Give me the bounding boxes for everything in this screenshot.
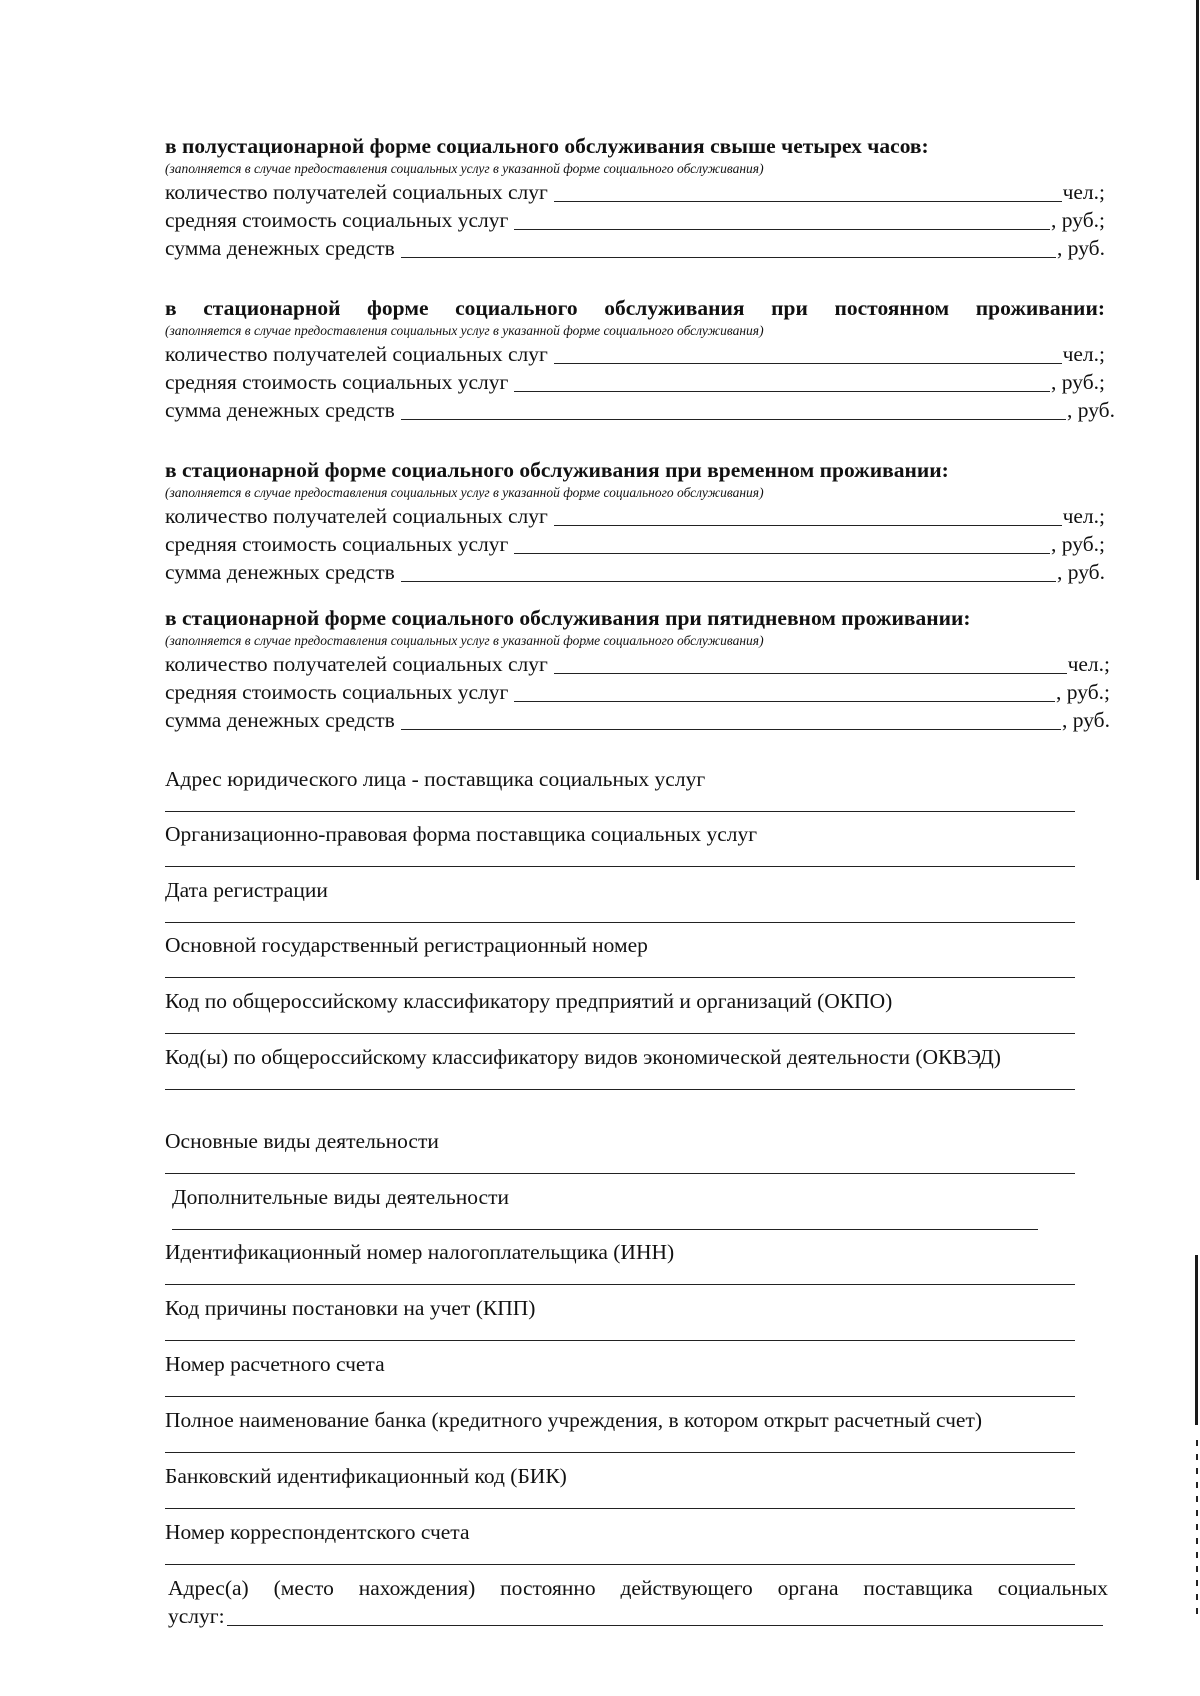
- field-label: Дополнительные виды деятельности: [172, 1185, 509, 1209]
- recipients-count-input[interactable]: [554, 504, 1062, 526]
- field-additional-activities: [172, 1183, 1038, 1230]
- field-bik: [165, 1462, 1075, 1509]
- total-amount-input[interactable]: [401, 236, 1056, 258]
- recipients-count-label: количество получателей социальных слуг: [165, 652, 548, 676]
- total-amount-unit: , руб.: [1067, 398, 1115, 422]
- field-label-continuation: услуг:: [168, 1604, 225, 1628]
- field-input[interactable]: [165, 1564, 1075, 1565]
- total-amount-unit: , руб.: [1062, 708, 1110, 732]
- recipients-count-row: [165, 502, 1105, 530]
- total-amount-label: сумма денежных средств: [165, 560, 395, 584]
- field-label: Основные виды деятельности: [165, 1129, 439, 1153]
- average-cost-input[interactable]: [514, 208, 1050, 230]
- average-cost-row: [165, 206, 1105, 234]
- recipients-count-row: [165, 340, 1105, 368]
- recipients-count-input[interactable]: [554, 652, 1067, 674]
- field-label: Код причины постановки на учет (КПП): [165, 1296, 536, 1320]
- field-input[interactable]: [165, 1284, 1075, 1285]
- field-okpo: [165, 987, 1075, 1034]
- field-label: Номер расчетного счета: [165, 1352, 385, 1376]
- section-note: (заполняется в случае предоставления социальных услуг в указанной форме социального обслуживания): [165, 485, 764, 500]
- field-input[interactable]: [165, 1340, 1075, 1341]
- field-main-activities: [165, 1127, 1075, 1174]
- field-account-number: [165, 1350, 1075, 1397]
- average-cost-input[interactable]: [514, 370, 1050, 392]
- average-cost-unit: , руб.;: [1051, 370, 1105, 394]
- field-label: Банковский идентификационный код (БИК): [165, 1464, 567, 1488]
- recipients-count-unit: чел.;: [1062, 504, 1105, 528]
- recipients-count-input[interactable]: [554, 342, 1062, 364]
- average-cost-unit: , руб.;: [1051, 532, 1105, 556]
- average-cost-row: [165, 678, 1110, 706]
- recipients-count-label: количество получателей социальных слуг: [165, 342, 548, 366]
- field-input[interactable]: [165, 1396, 1075, 1397]
- total-amount-row: [165, 558, 1105, 586]
- recipients-count-label: количество получателей социальных слуг: [165, 504, 548, 528]
- field-label: Код(ы) по общероссийскому классификатору видов экономической деятельности (ОКВЭД): [165, 1045, 1001, 1069]
- average-cost-label: средняя стоимость социальных услуг: [165, 532, 509, 556]
- field-input[interactable]: [165, 1452, 1075, 1453]
- recipients-count-row: [165, 650, 1110, 678]
- average-cost-label: средняя стоимость социальных услуг: [165, 208, 509, 232]
- section-title: в полустационарной форме социального обслуживания свыше четырех часов:: [165, 134, 929, 158]
- field-input[interactable]: [165, 977, 1075, 978]
- section-title: в стационарной форме социального обслуживания при пятидневном проживании:: [165, 606, 971, 630]
- field-label: Идентификационный номер налогоплательщика (ИНН): [165, 1240, 675, 1264]
- section-stationary-permanent: [165, 295, 1115, 424]
- average-cost-unit: , руб.;: [1056, 680, 1110, 704]
- average-cost-input[interactable]: [514, 532, 1050, 554]
- scan-edge-mark-top: [1196, 0, 1199, 880]
- field-input[interactable]: [172, 1229, 1038, 1230]
- average-cost-unit: , руб.;: [1051, 208, 1105, 232]
- field-correspondent-account: [165, 1518, 1075, 1565]
- recipients-count-unit: чел.;: [1062, 180, 1105, 204]
- section-note: (заполняется в случае предоставления социальных услуг в указанной форме социального обслуживания): [165, 161, 764, 176]
- field-input[interactable]: [165, 922, 1075, 923]
- section-note: (заполняется в случае предоставления социальных услуг в указанной форме социального обслуживания): [165, 633, 764, 648]
- total-amount-row: [165, 706, 1110, 734]
- total-amount-unit: , руб.: [1057, 236, 1105, 260]
- average-cost-input[interactable]: [514, 680, 1055, 702]
- section-title: в стационарной форме социального обслуживания при временном проживании:: [165, 458, 949, 482]
- field-legal-form: [165, 820, 1075, 867]
- total-amount-unit: , руб.: [1057, 560, 1105, 584]
- total-amount-label: сумма денежных средств: [165, 708, 395, 732]
- total-amount-row: [165, 396, 1115, 424]
- field-label: Адрес(а) (место нахождения) постоянно действующего органа поставщика социальных: [168, 1576, 1108, 1600]
- field-label: Основной государственный регистрационный номер: [165, 933, 648, 957]
- field-label: Дата регистрации: [165, 878, 328, 902]
- field-inn: [165, 1238, 1075, 1285]
- field-input[interactable]: [165, 1089, 1075, 1090]
- total-amount-input[interactable]: [401, 708, 1061, 730]
- field-label-continuation-row: [168, 1602, 1103, 1630]
- scan-edge-mark-bottom: [1195, 1255, 1198, 1425]
- recipients-count-row: [165, 178, 1105, 206]
- total-amount-label: сумма денежных средств: [165, 236, 395, 260]
- field-input[interactable]: [165, 811, 1075, 812]
- section-title: в стационарной форме социального обслуживания при постоянном проживании:: [165, 296, 1105, 320]
- average-cost-row: [165, 530, 1105, 558]
- recipients-count-label: количество получателей социальных слуг: [165, 180, 548, 204]
- field-okved: [165, 1043, 1075, 1090]
- field-bank-name: [165, 1406, 1075, 1453]
- field-permanent-body-address: [168, 1574, 1108, 1630]
- average-cost-label: средняя стоимость социальных услуг: [165, 370, 509, 394]
- average-cost-row: [165, 368, 1105, 396]
- total-amount-label: сумма денежных средств: [165, 398, 395, 422]
- field-ogrn: [165, 931, 1075, 978]
- field-label: Номер корреспондентского счета: [165, 1520, 470, 1544]
- section-semistationary: [165, 133, 1105, 262]
- total-amount-input[interactable]: [401, 560, 1056, 582]
- field-legal-address: [165, 765, 1075, 812]
- field-label: Адрес юридического лица - поставщика социальных услуг: [165, 767, 706, 791]
- average-cost-label: средняя стоимость социальных услуг: [165, 680, 509, 704]
- section-stationary-five-day: [165, 605, 1110, 734]
- recipients-count-input[interactable]: [554, 180, 1062, 202]
- section-stationary-temporary: [165, 457, 1105, 586]
- field-kpp: [165, 1294, 1075, 1341]
- section-note: (заполняется в случае предоставления социальных услуг в указанной форме социального обслуживания): [165, 323, 764, 338]
- field-input[interactable]: [227, 1604, 1103, 1626]
- recipients-count-unit: чел.;: [1067, 652, 1110, 676]
- field-input[interactable]: [165, 1508, 1075, 1509]
- scan-edge-mark-dots: [1196, 1440, 1198, 1620]
- field-input[interactable]: [165, 1173, 1075, 1174]
- field-input[interactable]: [165, 1033, 1075, 1034]
- field-input[interactable]: [165, 866, 1075, 867]
- total-amount-row: [165, 234, 1105, 262]
- field-label: Код по общероссийскому классификатору предприятий и организаций (ОКПО): [165, 989, 893, 1013]
- recipients-count-unit: чел.;: [1062, 342, 1105, 366]
- field-label: Организационно-правовая форма поставщика социальных услуг: [165, 822, 758, 846]
- field-registration-date: [165, 876, 1075, 923]
- field-label: Полное наименование банка (кредитного учреждения, в котором открыт расчетный счет): [165, 1408, 983, 1432]
- total-amount-input[interactable]: [401, 398, 1066, 420]
